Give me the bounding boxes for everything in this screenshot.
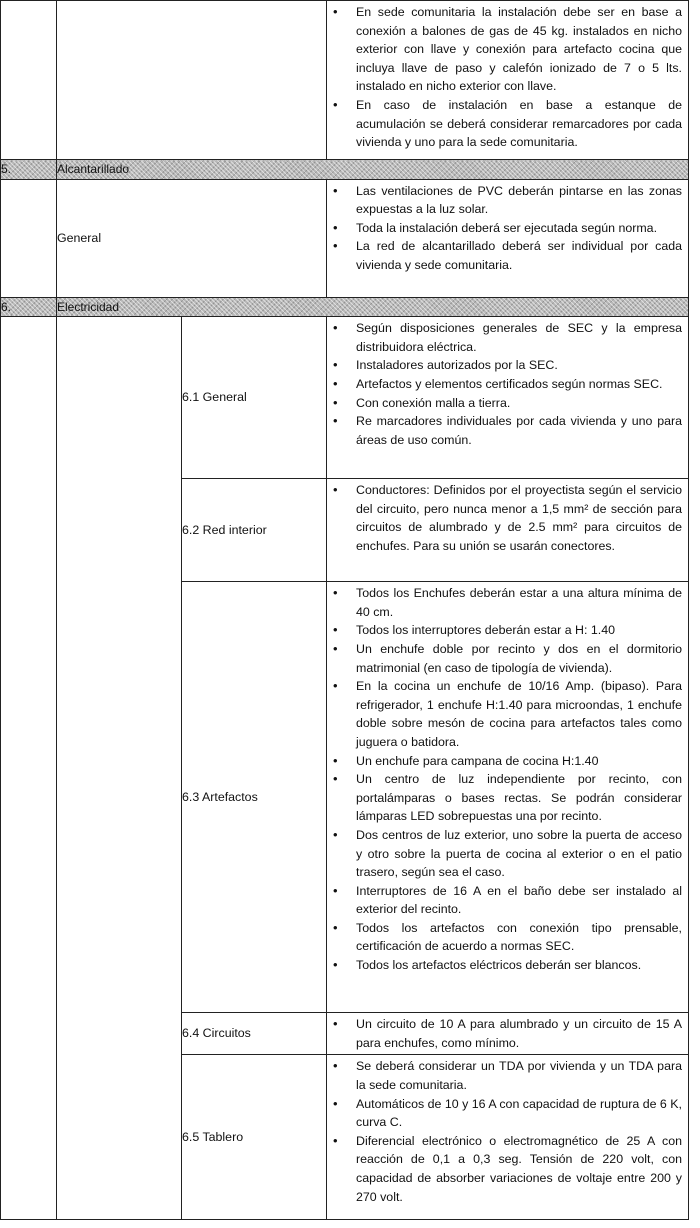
- list-item: • Conductores: Definidos por el proyectista según el servicio del circuito, pero nunca menor a 1,5 mm² de sección para circuitos de alumbrado y de 2.5 mm² para circuitos de enchufes. Para su unión se usarán conectores.: [331, 481, 682, 555]
- description-cell: [327, 479, 689, 582]
- list-item: • Diferencial electrónico o electromagnético de 25 A con reacción de 0,1 a 0,3 seg. Tensión de 220 volt, con capacidad de absorber variaciones de voltaje entre 200 y 270 volt.: [331, 1132, 682, 1206]
- row-label: 6.2 Red interior: [182, 479, 327, 582]
- section-title: Electricidad: [57, 297, 689, 317]
- row-label: 6.3 Artefactos: [182, 582, 327, 1013]
- bullet-list: [331, 1015, 682, 1052]
- list-item: • Automáticos de 10 y 16 A con capacidad de ruptura de 6 K, curva C.: [331, 1095, 682, 1132]
- list-item: • Artefactos y elementos certificados según normas SEC.: [331, 375, 682, 394]
- section-number: 6.: [1, 297, 57, 317]
- list-item: • Con conexión malla a tierra.: [331, 394, 682, 413]
- section-number: 5.: [1, 160, 57, 180]
- bullet-list: [331, 481, 682, 555]
- alcantarillado-general-row: [1, 179, 689, 297]
- list-item: • Re marcadores individuales por cada vivienda y uno para áreas de uso común.: [331, 412, 682, 449]
- list-item: • Según disposiciones generales de SEC y la empresa distribuidora eléctrica.: [331, 319, 682, 356]
- description-cell: [327, 1, 689, 160]
- bullet-list: [331, 1057, 682, 1206]
- list-item: • Dos centros de luz exterior, uno sobre la puerta de acceso y otro sobre la puerta de cocina al exterior o en el patio trasero, según sea el caso.: [331, 826, 682, 882]
- list-item: • En sede comunitaria la instalación debe ser en base a conexión a balones de gas de 45 kg. instalados en nicho exterior con llave y conexión para artefacto cocina que incluya llave de paso y calefón ionizado de 7 o 5 lts. instalado en nicho exterior con llave.: [331, 3, 682, 96]
- electricidad-general-row: [1, 317, 689, 479]
- empty-cell: [1, 317, 57, 1220]
- empty-cell: [57, 317, 182, 1220]
- list-item: • La red de alcantarillado deberá ser individual por cada vivienda y sede comunitaria.: [331, 237, 682, 274]
- list-item: • Un circuito de 10 A para alumbrado y un circuito de 15 A para enchufes, como mínimo.: [331, 1015, 682, 1052]
- row-label: 6.4 Circuitos: [182, 1013, 327, 1055]
- list-item: • Se deberá considerar un TDA por vivienda y un TDA para la sede comunitaria.: [331, 1057, 682, 1094]
- section-header-electricidad: [1, 297, 689, 317]
- empty-cell: [57, 1, 327, 160]
- list-item: • En caso de instalación en base a estanque de acumulación se deberá considerar remarcadores por cada vivienda y uno para la sede comunitaria.: [331, 96, 682, 152]
- list-item: • Toda la instalación deberá ser ejecutada según norma.: [331, 219, 682, 238]
- section-header-alcantarillado: [1, 160, 689, 180]
- gas-continued-row: [1, 1, 689, 160]
- list-item: • Todos los artefactos con conexión tipo prensable, certificación de acuerdo a normas SEC.: [331, 919, 682, 956]
- description-cell: [327, 1055, 689, 1220]
- section-title: Alcantarillado: [57, 160, 689, 180]
- bullet-list: [331, 319, 682, 449]
- empty-cell: [1, 179, 57, 297]
- row-label: 6.1 General: [182, 317, 327, 479]
- list-item: • Las ventilaciones de PVC deberán pintarse en las zonas expuestas a la luz solar.: [331, 182, 682, 219]
- description-cell: [327, 317, 689, 479]
- bullet-list: [331, 3, 682, 152]
- bullet-list: [331, 182, 682, 275]
- list-item: • En la cocina un enchufe de 10/16 Amp. (bipaso). Para refrigerador, 1 enchufe H:1.40 para microondas, 1 enchufe doble sobre mesón de cocina para artefactos tales como juguera o batidora.: [331, 677, 682, 751]
- list-item: • Un enchufe para campana de cocina H:1.40: [331, 752, 682, 771]
- list-item: • Todos los artefactos eléctricos deberán ser blancos.: [331, 956, 682, 975]
- list-item: • Instaladores autorizados por la SEC.: [331, 356, 682, 375]
- list-item: • Un centro de luz independiente por recinto, con portalámparas o bases rectas. Se podrán considerar lámparas LED sobrepuestas una por recinto.: [331, 770, 682, 826]
- list-item: • Todos los interruptores deberán estar a H: 1.40: [331, 621, 682, 640]
- list-item: • Interruptores de 16 A en el baño debe ser instalado al exterior del recinto.: [331, 882, 682, 919]
- description-cell: [327, 179, 689, 297]
- empty-cell: [1, 1, 57, 160]
- row-label: General: [57, 179, 327, 297]
- list-item: • Todos los Enchufes deberán estar a una altura mínima de 40 cm.: [331, 584, 682, 621]
- bullet-list: [331, 584, 682, 974]
- description-cell: [327, 582, 689, 1013]
- description-cell: [327, 1013, 689, 1055]
- row-label: 6.5 Tablero: [182, 1055, 327, 1220]
- list-item: • Un enchufe doble por recinto y dos en el dormitorio matrimonial (en caso de tipología de vivienda).: [331, 640, 682, 677]
